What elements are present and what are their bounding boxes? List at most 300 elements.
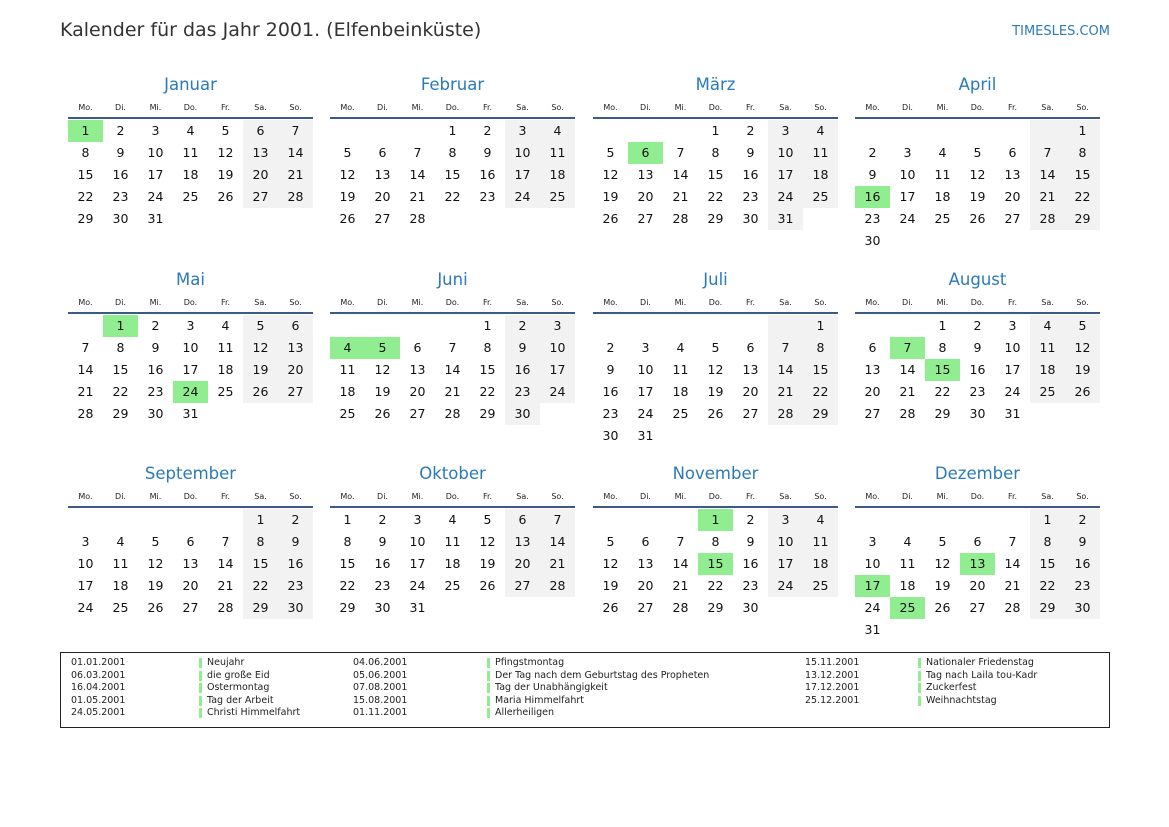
day-cell[interactable]: 3 [781, 123, 790, 138]
day-cell[interactable]: 19 [147, 578, 164, 593]
day-cell[interactable]: 28 [77, 406, 94, 421]
day-cell[interactable]: 26 [602, 600, 619, 615]
day-cell[interactable]: 7 [781, 340, 790, 355]
day-cell[interactable]: 13 [637, 167, 654, 182]
day-cell[interactable]: 3 [781, 512, 790, 527]
day-cell[interactable]: 7 [413, 145, 422, 160]
day-cell[interactable]: 28 [1004, 600, 1021, 615]
day-cell[interactable]: 21 [77, 384, 94, 399]
day-cell[interactable]: 9 [606, 362, 615, 377]
day-cell[interactable]: 13 [374, 167, 391, 182]
day-cell[interactable]: 13 [182, 556, 199, 571]
day-cell[interactable]: 10 [1004, 340, 1021, 355]
day-cell[interactable]: 25 [217, 384, 234, 399]
day-cell[interactable]: 27 [252, 189, 269, 204]
day-cell[interactable]: 19 [1074, 362, 1091, 377]
day-cell[interactable]: 17 [777, 167, 794, 182]
day-cell[interactable]: 15 [479, 362, 496, 377]
day-cell[interactable]: 18 [672, 384, 689, 399]
day-cell[interactable]: 21 [1004, 578, 1021, 593]
day-cell[interactable]: 1 [343, 512, 352, 527]
day-cell[interactable]: 2 [746, 512, 755, 527]
day-cell[interactable]: 21 [217, 578, 234, 593]
day-cell[interactable]: 13 [1004, 167, 1021, 182]
day-cell[interactable]: 20 [374, 189, 391, 204]
day-cell[interactable]: 2 [606, 340, 615, 355]
day-cell[interactable]: 16 [514, 362, 531, 377]
day-cell[interactable]: 21 [777, 384, 794, 399]
day-cell[interactable]: 16 [479, 167, 496, 182]
day-cell[interactable]: 20 [182, 578, 199, 593]
day-cell[interactable]: 11 [217, 340, 234, 355]
day-cell[interactable]: 18 [812, 556, 829, 571]
day-cell[interactable]: 28 [672, 600, 689, 615]
day-cell[interactable]: 30 [112, 211, 129, 226]
day-cell[interactable]: 11 [812, 145, 829, 160]
day-cell[interactable]: 4 [676, 340, 685, 355]
day-cell[interactable]: 20 [252, 167, 269, 182]
day-cell[interactable]: 1 [483, 318, 492, 333]
day-cell[interactable]: 16 [147, 362, 164, 377]
day-cell[interactable]: 26 [217, 189, 234, 204]
day-cell[interactable]: 20 [637, 578, 654, 593]
day-cell[interactable]: 22 [252, 578, 269, 593]
day-cell[interactable]: 20 [969, 578, 986, 593]
day-cell[interactable]: 24 [147, 189, 164, 204]
day-cell[interactable]: 20 [864, 384, 881, 399]
day-cell[interactable]: 11 [1039, 340, 1056, 355]
day-cell[interactable]: 5 [483, 512, 492, 527]
day-cell[interactable]: 18 [812, 167, 829, 182]
day-cell[interactable]: 26 [147, 600, 164, 615]
day-cell[interactable]: 31 [182, 406, 199, 421]
day-cell[interactable]: 1 [1078, 123, 1087, 138]
day-cell[interactable]: 11 [934, 167, 951, 182]
day-cell[interactable]: 12 [147, 556, 164, 571]
day-cell[interactable]: 28 [287, 189, 304, 204]
day-cell[interactable]: 17 [514, 167, 531, 182]
day-cell[interactable]: 9 [151, 340, 160, 355]
day-cell[interactable]: 5 [151, 534, 160, 549]
day-cell[interactable]: 4 [816, 512, 825, 527]
day-cell[interactable]: 11 [444, 534, 461, 549]
day-cell[interactable]: 28 [1039, 211, 1056, 226]
day-cell[interactable]: 10 [864, 556, 881, 571]
day-cell[interactable]: 16 [742, 167, 759, 182]
day-cell[interactable]: 12 [479, 534, 496, 549]
day-cell[interactable]: 25 [182, 189, 199, 204]
day-cell[interactable]: 9 [378, 534, 387, 549]
day-cell[interactable]: 15 [1074, 167, 1091, 182]
day-cell[interactable]: 20 [637, 189, 654, 204]
day-cell[interactable]: 7 [1008, 534, 1017, 549]
day-cell[interactable]: 8 [711, 145, 720, 160]
day-cell[interactable]: 14 [777, 362, 794, 377]
day-cell[interactable]: 22 [112, 384, 129, 399]
holiday-day[interactable]: 5 [365, 337, 400, 359]
day-cell[interactable]: 20 [287, 362, 304, 377]
day-cell[interactable]: 24 [777, 578, 794, 593]
day-cell[interactable]: 9 [483, 145, 492, 160]
holiday-day[interactable]: 13 [960, 553, 995, 575]
holiday-day[interactable]: 1 [68, 120, 103, 142]
day-cell[interactable]: 11 [672, 362, 689, 377]
day-cell[interactable]: 9 [746, 145, 755, 160]
day-cell[interactable]: 18 [444, 556, 461, 571]
day-cell[interactable]: 27 [864, 406, 881, 421]
day-cell[interactable]: 20 [514, 556, 531, 571]
day-cell[interactable]: 29 [479, 406, 496, 421]
day-cell[interactable]: 24 [514, 189, 531, 204]
day-cell[interactable]: 9 [518, 340, 527, 355]
day-cell[interactable]: 29 [339, 600, 356, 615]
day-cell[interactable]: 15 [444, 167, 461, 182]
day-cell[interactable]: 25 [112, 600, 129, 615]
holiday-day[interactable]: 1 [103, 315, 138, 337]
day-cell[interactable]: 8 [938, 340, 947, 355]
day-cell[interactable]: 13 [287, 340, 304, 355]
day-cell[interactable]: 23 [742, 189, 759, 204]
day-cell[interactable]: 1 [256, 512, 265, 527]
day-cell[interactable]: 3 [518, 123, 527, 138]
day-cell[interactable]: 13 [742, 362, 759, 377]
day-cell[interactable]: 18 [1039, 362, 1056, 377]
day-cell[interactable]: 6 [1008, 145, 1017, 160]
day-cell[interactable]: 3 [641, 340, 650, 355]
day-cell[interactable]: 15 [77, 167, 94, 182]
day-cell[interactable]: 17 [182, 362, 199, 377]
day-cell[interactable]: 24 [1004, 384, 1021, 399]
day-cell[interactable]: 27 [1004, 211, 1021, 226]
day-cell[interactable]: 10 [637, 362, 654, 377]
day-cell[interactable]: 23 [602, 406, 619, 421]
day-cell[interactable]: 16 [374, 556, 391, 571]
day-cell[interactable]: 21 [672, 578, 689, 593]
day-cell[interactable]: 14 [1004, 556, 1021, 571]
day-cell[interactable]: 1 [1043, 512, 1052, 527]
day-cell[interactable]: 2 [291, 512, 300, 527]
day-cell[interactable]: 5 [343, 145, 352, 160]
day-cell[interactable]: 29 [934, 406, 951, 421]
day-cell[interactable]: 25 [549, 189, 566, 204]
day-cell[interactable]: 27 [637, 211, 654, 226]
day-cell[interactable]: 6 [641, 534, 650, 549]
day-cell[interactable]: 28 [777, 406, 794, 421]
day-cell[interactable]: 19 [339, 189, 356, 204]
day-cell[interactable]: 17 [637, 384, 654, 399]
day-cell[interactable]: 17 [1004, 362, 1021, 377]
day-cell[interactable]: 23 [742, 578, 759, 593]
day-cell[interactable]: 8 [116, 340, 125, 355]
day-cell[interactable]: 11 [549, 145, 566, 160]
day-cell[interactable]: 29 [252, 600, 269, 615]
day-cell[interactable]: 25 [812, 578, 829, 593]
day-cell[interactable]: 30 [514, 406, 531, 421]
day-cell[interactable]: 10 [182, 340, 199, 355]
day-cell[interactable]: 28 [217, 600, 234, 615]
day-cell[interactable]: 3 [868, 534, 877, 549]
day-cell[interactable]: 4 [903, 534, 912, 549]
day-cell[interactable]: 29 [1074, 211, 1091, 226]
day-cell[interactable]: 27 [637, 600, 654, 615]
day-cell[interactable]: 14 [672, 556, 689, 571]
day-cell[interactable]: 3 [903, 145, 912, 160]
day-cell[interactable]: 3 [1008, 318, 1017, 333]
holiday-day[interactable]: 16 [855, 186, 890, 208]
day-cell[interactable]: 30 [1074, 600, 1091, 615]
day-cell[interactable]: 10 [899, 167, 916, 182]
day-cell[interactable]: 18 [182, 167, 199, 182]
day-cell[interactable]: 19 [969, 189, 986, 204]
day-cell[interactable]: 8 [483, 340, 492, 355]
day-cell[interactable]: 17 [409, 556, 426, 571]
holiday-day[interactable]: 1 [698, 509, 733, 531]
day-cell[interactable]: 6 [746, 340, 755, 355]
day-cell[interactable]: 11 [812, 534, 829, 549]
day-cell[interactable]: 6 [413, 340, 422, 355]
day-cell[interactable]: 19 [217, 167, 234, 182]
day-cell[interactable]: 4 [938, 145, 947, 160]
day-cell[interactable]: 21 [672, 189, 689, 204]
holiday-day[interactable]: 24 [173, 381, 208, 403]
day-cell[interactable]: 22 [1074, 189, 1091, 204]
day-cell[interactable]: 8 [816, 340, 825, 355]
day-cell[interactable]: 15 [1039, 556, 1056, 571]
day-cell[interactable]: 16 [742, 556, 759, 571]
day-cell[interactable]: 17 [147, 167, 164, 182]
day-cell[interactable]: 24 [77, 600, 94, 615]
day-cell[interactable]: 28 [444, 406, 461, 421]
site-link[interactable]: TIMESLES.COM [1012, 24, 1110, 39]
day-cell[interactable]: 27 [287, 384, 304, 399]
day-cell[interactable]: 20 [409, 384, 426, 399]
day-cell[interactable]: 10 [777, 145, 794, 160]
day-cell[interactable]: 4 [116, 534, 125, 549]
day-cell[interactable]: 23 [969, 384, 986, 399]
day-cell[interactable]: 6 [378, 145, 387, 160]
day-cell[interactable]: 29 [112, 406, 129, 421]
day-cell[interactable]: 1 [448, 123, 457, 138]
day-cell[interactable]: 4 [186, 123, 195, 138]
day-cell[interactable]: 10 [409, 534, 426, 549]
day-cell[interactable]: 8 [343, 534, 352, 549]
day-cell[interactable]: 21 [409, 189, 426, 204]
day-cell[interactable]: 15 [112, 362, 129, 377]
day-cell[interactable]: 25 [812, 189, 829, 204]
day-cell[interactable]: 2 [973, 318, 982, 333]
day-cell[interactable]: 2 [483, 123, 492, 138]
day-cell[interactable]: 6 [973, 534, 982, 549]
day-cell[interactable]: 31 [777, 211, 794, 226]
day-cell[interactable]: 1 [816, 318, 825, 333]
day-cell[interactable]: 25 [1039, 384, 1056, 399]
day-cell[interactable]: 15 [812, 362, 829, 377]
day-cell[interactable]: 23 [112, 189, 129, 204]
day-cell[interactable]: 18 [217, 362, 234, 377]
day-cell[interactable]: 10 [514, 145, 531, 160]
day-cell[interactable]: 5 [711, 340, 720, 355]
day-cell[interactable]: 25 [339, 406, 356, 421]
day-cell[interactable]: 12 [339, 167, 356, 182]
day-cell[interactable]: 23 [1074, 578, 1091, 593]
day-cell[interactable]: 28 [899, 406, 916, 421]
holiday-day[interactable]: 4 [330, 337, 365, 359]
day-cell[interactable]: 6 [256, 123, 265, 138]
day-cell[interactable]: 7 [676, 145, 685, 160]
day-cell[interactable]: 20 [742, 384, 759, 399]
day-cell[interactable]: 22 [707, 578, 724, 593]
day-cell[interactable]: 4 [816, 123, 825, 138]
day-cell[interactable]: 11 [182, 145, 199, 160]
day-cell[interactable]: 22 [934, 384, 951, 399]
day-cell[interactable]: 9 [116, 145, 125, 160]
day-cell[interactable]: 17 [777, 556, 794, 571]
day-cell[interactable]: 21 [287, 167, 304, 182]
day-cell[interactable]: 3 [186, 318, 195, 333]
day-cell[interactable]: 2 [1078, 512, 1087, 527]
day-cell[interactable]: 6 [868, 340, 877, 355]
day-cell[interactable]: 24 [409, 578, 426, 593]
day-cell[interactable]: 3 [151, 123, 160, 138]
day-cell[interactable]: 12 [602, 556, 619, 571]
day-cell[interactable]: 5 [606, 534, 615, 549]
day-cell[interactable]: 2 [378, 512, 387, 527]
day-cell[interactable]: 27 [374, 211, 391, 226]
day-cell[interactable]: 8 [1043, 534, 1052, 549]
day-cell[interactable]: 19 [479, 556, 496, 571]
day-cell[interactable]: 18 [339, 384, 356, 399]
day-cell[interactable]: 6 [518, 512, 527, 527]
day-cell[interactable]: 29 [707, 211, 724, 226]
day-cell[interactable]: 27 [182, 600, 199, 615]
day-cell[interactable]: 30 [969, 406, 986, 421]
day-cell[interactable]: 16 [969, 362, 986, 377]
day-cell[interactable]: 17 [899, 189, 916, 204]
day-cell[interactable]: 28 [549, 578, 566, 593]
day-cell[interactable]: 27 [969, 600, 986, 615]
day-cell[interactable]: 7 [81, 340, 90, 355]
day-cell[interactable]: 4 [553, 123, 562, 138]
day-cell[interactable]: 21 [899, 384, 916, 399]
day-cell[interactable]: 23 [514, 384, 531, 399]
day-cell[interactable]: 26 [339, 211, 356, 226]
day-cell[interactable]: 15 [339, 556, 356, 571]
day-cell[interactable]: 25 [934, 211, 951, 226]
day-cell[interactable]: 22 [339, 578, 356, 593]
day-cell[interactable]: 9 [291, 534, 300, 549]
day-cell[interactable]: 12 [374, 362, 391, 377]
day-cell[interactable]: 2 [518, 318, 527, 333]
day-cell[interactable]: 14 [899, 362, 916, 377]
day-cell[interactable]: 26 [374, 406, 391, 421]
day-cell[interactable]: 22 [444, 189, 461, 204]
day-cell[interactable]: 11 [899, 556, 916, 571]
day-cell[interactable]: 12 [707, 362, 724, 377]
day-cell[interactable]: 29 [1039, 600, 1056, 615]
day-cell[interactable]: 12 [934, 556, 951, 571]
day-cell[interactable]: 2 [151, 318, 160, 333]
holiday-day[interactable]: 15 [698, 553, 733, 575]
day-cell[interactable]: 30 [742, 600, 759, 615]
day-cell[interactable]: 13 [864, 362, 881, 377]
day-cell[interactable]: 26 [252, 384, 269, 399]
day-cell[interactable]: 3 [81, 534, 90, 549]
day-cell[interactable]: 22 [707, 189, 724, 204]
day-cell[interactable]: 8 [81, 145, 90, 160]
day-cell[interactable]: 14 [549, 534, 566, 549]
day-cell[interactable]: 18 [112, 578, 129, 593]
day-cell[interactable]: 15 [707, 167, 724, 182]
day-cell[interactable]: 31 [864, 622, 881, 637]
day-cell[interactable]: 23 [374, 578, 391, 593]
day-cell[interactable]: 29 [77, 211, 94, 226]
day-cell[interactable]: 25 [672, 406, 689, 421]
day-cell[interactable]: 19 [602, 189, 619, 204]
day-cell[interactable]: 19 [934, 578, 951, 593]
day-cell[interactable]: 14 [672, 167, 689, 182]
day-cell[interactable]: 27 [514, 578, 531, 593]
day-cell[interactable]: 14 [77, 362, 94, 377]
day-cell[interactable]: 13 [252, 145, 269, 160]
day-cell[interactable]: 14 [1039, 167, 1056, 182]
day-cell[interactable]: 12 [217, 145, 234, 160]
day-cell[interactable]: 13 [637, 556, 654, 571]
day-cell[interactable]: 9 [868, 167, 877, 182]
day-cell[interactable]: 5 [256, 318, 265, 333]
day-cell[interactable]: 30 [147, 406, 164, 421]
day-cell[interactable]: 27 [409, 406, 426, 421]
day-cell[interactable]: 18 [899, 578, 916, 593]
day-cell[interactable]: 18 [549, 167, 566, 182]
day-cell[interactable]: 27 [742, 406, 759, 421]
day-cell[interactable]: 10 [777, 534, 794, 549]
day-cell[interactable]: 26 [602, 211, 619, 226]
holiday-day[interactable]: 25 [890, 597, 925, 619]
holiday-day[interactable]: 15 [925, 359, 960, 381]
day-cell[interactable]: 18 [934, 189, 951, 204]
day-cell[interactable]: 31 [637, 428, 654, 443]
day-cell[interactable]: 12 [969, 167, 986, 182]
day-cell[interactable]: 5 [938, 534, 947, 549]
day-cell[interactable]: 22 [479, 384, 496, 399]
day-cell[interactable]: 25 [444, 578, 461, 593]
day-cell[interactable]: 21 [444, 384, 461, 399]
day-cell[interactable]: 14 [444, 362, 461, 377]
day-cell[interactable]: 16 [602, 384, 619, 399]
day-cell[interactable]: 7 [1043, 145, 1052, 160]
day-cell[interactable]: 24 [864, 600, 881, 615]
day-cell[interactable]: 24 [637, 406, 654, 421]
day-cell[interactable]: 8 [711, 534, 720, 549]
day-cell[interactable]: 5 [973, 145, 982, 160]
day-cell[interactable]: 7 [221, 534, 230, 549]
day-cell[interactable]: 19 [602, 578, 619, 593]
day-cell[interactable]: 30 [287, 600, 304, 615]
day-cell[interactable]: 21 [549, 556, 566, 571]
day-cell[interactable]: 23 [479, 189, 496, 204]
day-cell[interactable]: 26 [1074, 384, 1091, 399]
day-cell[interactable]: 21 [1039, 189, 1056, 204]
day-cell[interactable]: 11 [112, 556, 129, 571]
day-cell[interactable]: 30 [742, 211, 759, 226]
day-cell[interactable]: 8 [256, 534, 265, 549]
day-cell[interactable]: 30 [602, 428, 619, 443]
day-cell[interactable]: 8 [1078, 145, 1087, 160]
holiday-day[interactable]: 17 [855, 575, 890, 597]
day-cell[interactable]: 19 [707, 384, 724, 399]
day-cell[interactable]: 14 [217, 556, 234, 571]
day-cell[interactable]: 23 [287, 578, 304, 593]
